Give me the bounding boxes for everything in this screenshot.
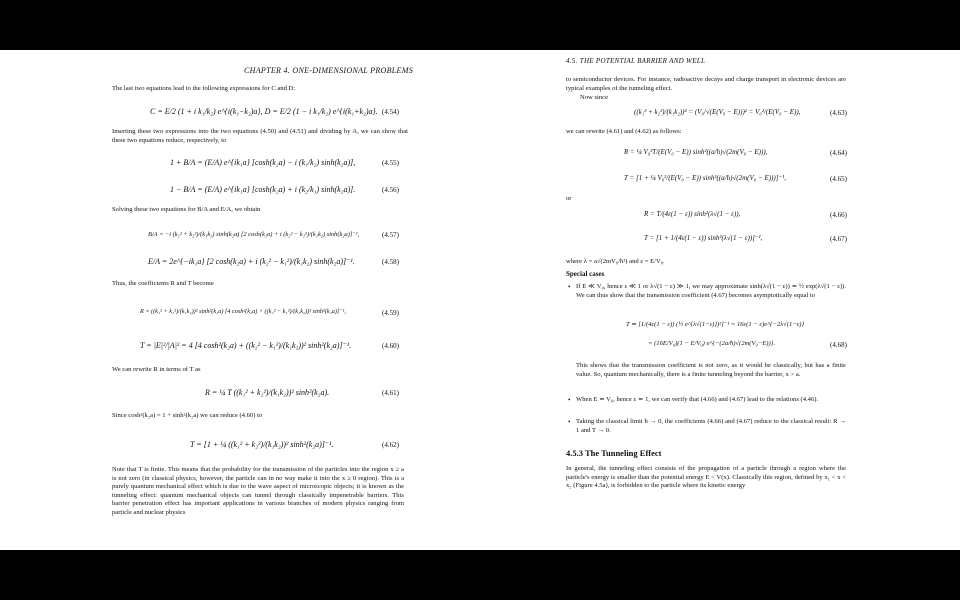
running-header: CHAPTER 4. ONE-DIMENSIONAL PROBLEMS [244,66,414,75]
equation-number: (4.68) [830,341,847,349]
equation-4-68a: T ≃ [1/(4ε(1 − ε)) (½ e^{λ√(1−ε)})²]⁻¹ = 16ε(1 − ε)e^{−2λ√(1−ε)} [626,321,805,328]
bullet-text: Taking the classical limit ħ → 0, the coefficients (4.66) and (4.67) reduce to the classical result: R → 1 and T → 0. [576,418,846,434]
paragraph: In general, the tunneling effect consists of the propagation of a particle through a region where the particle's energy is smaller than the potential energy E < V(x). Classically this region, defined by x₁ < x < x₂ (Figure 4.5a), is forbidden to the particle where its kinetic energy [566,465,846,490]
paragraph: to semiconductor devices. For instance, radioactive decays and charge transport in electronic devices are typical examples of the tunneling effect. [566,76,846,92]
section-heading: 4.5.3 The Tunneling Effect [566,448,662,458]
equation-number: (4.54) [382,108,399,116]
equation-4-61: R = ¼ T ((k₁² + k₂²)/(k₁k₂))² sinh²(k₂a). [205,388,330,397]
equation-number: (4.65) [830,175,847,183]
equation-number: (4.62) [382,441,399,449]
equation-number: (4.63) [830,109,847,117]
special-cases-heading: Special cases [566,270,605,278]
paragraph: We can rewrite R in terms of T as [112,366,201,373]
equation-4-58: E/A = 2e^{−ik₁a} [2 cosh(k₂a) + i (k₂² − k₁²)/(k₁k₂) sinh(k₂a)]⁻¹. [148,257,355,266]
equation-4-65: T = [1 + ¼ V₀²/(E(V₀ − E)) sinh²((a/ħ)√(2m(V₀ − E)))]⁻¹, [624,174,786,182]
equation-number: (4.64) [830,149,847,157]
equation-4-59: R = ((k₁² + k₂²)/(k₁k₂))² sinh²(k₂a) [4 cosh²(k₂a) + ((k₂² − k₁²)/(k₁k₂))² sinh²(k₂a)]⁻¹, [140,308,346,315]
paragraph: This shows that the transmission coefficient is not zero, as it would be classically, but has a finite value. So, quantum mechanically, there is a finite tunneling beyond the barrier, x > a. [576,362,846,378]
paragraph: where λ = a√(2mV₀/ħ²) and ε = E/V₀. [566,258,665,265]
equation-4-63: ((k₁² + k₂²)/(k₁k₂))² = (V₀/√(E(V₀ − E)))² = V₀²/(E(V₀ − E)), [634,108,801,116]
paragraph: Since cosh²(k₂a) = 1 + sinh²(k₂a) we can reduce (4.60) to [112,412,263,419]
paragraph: we can rewrite (4.61) and (4.62) as follows: [566,128,682,135]
equation-4-66: R = T/(4ε(1 − ε)) sinh²(λ√(1 − ε)), [644,210,741,218]
equation-number: (4.66) [830,211,847,219]
bullet-icon: • [568,418,571,426]
paragraph: Now since [580,94,609,101]
left-page [0,50,480,550]
equation-4-54: C = E/2 (1 + i k₁/k₂) e^{i(k₁−k₂)a}, D = E/2 (1 − i k₁/k₂) e^{i(k₁+k₂)a}. [150,107,378,116]
equation-4-68b: = (16E/V₀)(1 − E/V₀) e^{−(2a/ħ)√(2m(V₀−E))}. [648,340,775,347]
equation-number: (4.61) [382,389,399,397]
bullet-text: When E ≃ V₀, hence ε ≃ 1, we can verify that (4.66) and (4.67) lead to the relations (4.46). [576,396,819,403]
running-header: 4.5. THE POTENTIAL BARRIER AND WELL [566,57,706,65]
equation-4-64: R = ¼ V₀²T/(E(V₀ − E)) sinh²((a/ħ)√(2m(V₀ − E))), [624,148,768,156]
equation-number: (4.59) [382,309,399,317]
equation-number: (4.57) [382,231,399,239]
equation-number: (4.55) [382,159,399,167]
equation-4-56: 1 − B/A = (E/A) e^{ik₁a} [cosh(k₂a) + i (k₂/k₁) sinh(k₂a)]. [170,185,356,194]
equation-number: (4.58) [382,258,399,266]
equation-4-67: T = [1 + 1/(4ε(1 − ε)) sinh²(λ√(1 − ε))]⁻¹, [644,234,763,242]
right-page [480,50,960,550]
bullet-icon: • [568,283,571,291]
paragraph: Note that T is finite. This means that the probability for the transmission of the particles into the region x ≥ a is not zero (in classical physics, however, the particle can in no way make it into the x ≥ 0 region). This is a purely quantum mechanical effect which is due to the wave aspect of microscopic objects; it is known as the tunneling effect: quantum mechanical objects can tunnel through classically impenetrable barriers. This barrier penetration effect has important applications in various branches of modern physics ranging from particle and nuclear physics [112,466,404,516]
paragraph: The last two equations lead to the following expressions for C and D: [112,85,296,92]
equation-number: (4.60) [382,342,399,350]
bullet-icon: • [568,396,571,404]
equation-4-57: B/A = −i (k₁² + k₂²)/(k₁k₂) sinh(k₂a) [2 cosh(k₂a) + i (k₂² − k₁²)/(k₁k₂) sinh(k₂a)]⁻¹, [148,231,360,238]
paragraph: Inserting these two expressions into the two equations (4.50) and (4.51) and dividing by A, we can show that these two equations reduce, respectively, to [112,128,408,144]
paragraph: Thus, the coefficients R and T become [112,280,214,287]
equation-4-55: 1 + B/A = (E/A) e^{ik₁a} [cosh(k₂a) − i (k₁/k₂) sinh(k₂a)], [170,158,356,167]
equation-4-62: T = [1 + ¼ ((k₁² + k₂²)/(k₁k₂))² sinh²(k₂a)]⁻¹. [190,440,334,449]
or-text: or [566,195,572,202]
equation-4-60: T = |E|²/|A|² = 4 [4 cosh²(k₂a) + ((k₂² − k₁²)/(k₁k₂))² sinh²(k₂a)]⁻¹. [140,341,352,350]
equation-number: (4.56) [382,186,399,194]
bullet-text: If E ≪ V₀, hence ε ≪ 1 or λ√(1 − ε) ≫ 1, we may approximate sinh(λ√(1 − ε)) ≃ ½ exp(λ√(1 − ε)). We can thus show that the transmission coefficient (4.67) becomes asymptotically equal to [576,283,846,299]
paragraph: Solving these two equations for B/A and E/A, we obtain [112,206,261,213]
equation-number: (4.67) [830,235,847,243]
